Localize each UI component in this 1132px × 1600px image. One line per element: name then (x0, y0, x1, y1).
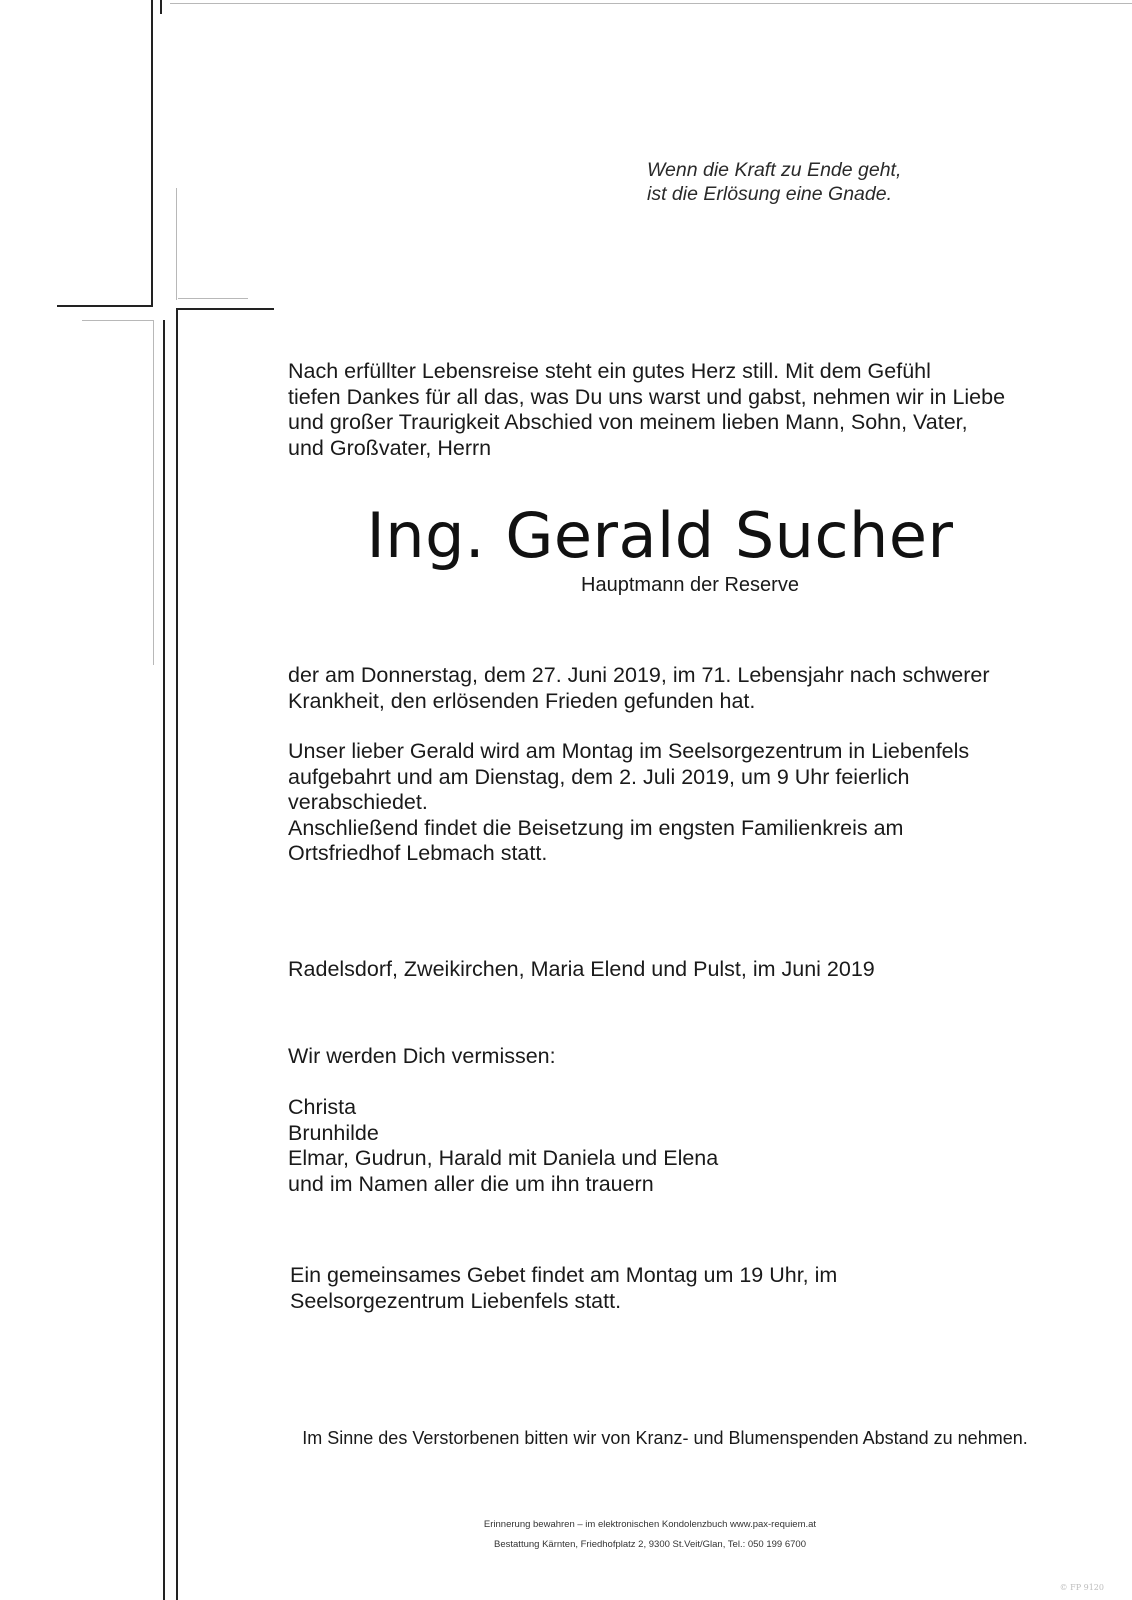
mourners-list (288, 1095, 718, 1197)
cross-left-arm (57, 305, 153, 307)
cross-inner-vertical (176, 188, 177, 300)
place-date (288, 957, 875, 983)
corner-stamp: © FP 9120 (1059, 1583, 1104, 1592)
death-notice (288, 663, 990, 714)
top-border (170, 3, 1132, 4)
ceremony-line: Unser lieber Gerald wird am Montag im Seelsorgezentrum in Liebenfels (288, 739, 970, 763)
footer-undertaker: Bestattung Kärnten, Friedhofplatz 2, 9300 St.Veit/Glan, Tel.: 050 199 6700 (494, 1539, 806, 1550)
death-notice-line: der am Donnerstag, dem 27. Juni 2019, im 71. Lebensjahr nach schwerer (288, 663, 990, 687)
cross-lower-right-vertical (176, 308, 178, 1600)
intro-line: und Großvater, Herrn (288, 435, 492, 460)
mourners-heading (288, 1044, 556, 1070)
mourner-name: und im Namen aller die um ihn trauern (288, 1171, 654, 1196)
deceased-name: Ing. Gerald Sucher (366, 499, 954, 572)
deceased-rank: Hauptmann der Reserve (581, 574, 799, 596)
prayer-notice (290, 1263, 837, 1314)
motto (647, 158, 1067, 206)
footer-condolence: Erinnerung bewahren – im elektronischen Kondolenzbuch www.pax-requiem.at (483, 1519, 817, 1530)
mourner-name: Elmar, Gudrun, Harald mit Daniela und Elena (288, 1146, 719, 1170)
ceremony-line: verabschiedet. (288, 790, 428, 814)
intro-line: tiefen Dankes für all das, was Du uns warst und gabst, nehmen wir in Liebe (288, 384, 1006, 409)
death-notice-line: Krankheit, den erlösenden Frieden gefunden hat. (288, 688, 756, 713)
cross-upper-right-vertical (160, 0, 162, 14)
ceremony-line: Anschließend findet die Beisetzung im engsten Familienkreis am (288, 815, 904, 840)
mourner-name: Brunhilde (288, 1120, 379, 1145)
ceremony-details (288, 739, 969, 867)
prayer-line: Ein gemeinsames Gebet findet am Montag um 19 Uhr, im (290, 1263, 838, 1287)
motto-line: ist die Erlösung eine Gnade. (647, 183, 892, 205)
place-date-line: Radelsdorf, Zweikirchen, Maria Elend und Pulst, im Juni 2019 (288, 957, 875, 981)
donation-request: Im Sinne des Verstorbenen bitten wir von Kranz- und Blumenspenden Abstand zu nehmen. (302, 1428, 1028, 1448)
intro-line: Nach erfüllter Lebensreise steht ein gutes Herz still. Mit dem Gefühl (288, 359, 931, 383)
intro-line: und großer Traurigkeit Abschied von meinem lieben Mann, Sohn, Vater, (288, 410, 968, 434)
ceremony-line: Ortsfriedhof Lebmach statt. (288, 841, 548, 865)
intro-paragraph (288, 359, 1005, 461)
cross-right-arm-shadow (178, 298, 248, 299)
cross-upper-left-vertical (151, 0, 153, 305)
cross-lower-left-vertical (163, 320, 165, 1600)
prayer-line: Seelsorgezentrum Liebenfels statt. (290, 1288, 622, 1313)
motto-line: Wenn die Kraft zu Ende geht, (647, 159, 902, 181)
mourners-heading-text: Wir werden Dich vermissen: (288, 1044, 556, 1068)
cross-right-arm (176, 308, 274, 310)
cross-left-arm-shadow (82, 320, 154, 321)
cross-lower-left-shadow (153, 320, 154, 665)
mourner-name: Christa (288, 1095, 357, 1119)
ceremony-line: aufgebahrt und am Dienstag, dem 2. Juli 2019, um 9 Uhr feierlich (288, 764, 910, 789)
